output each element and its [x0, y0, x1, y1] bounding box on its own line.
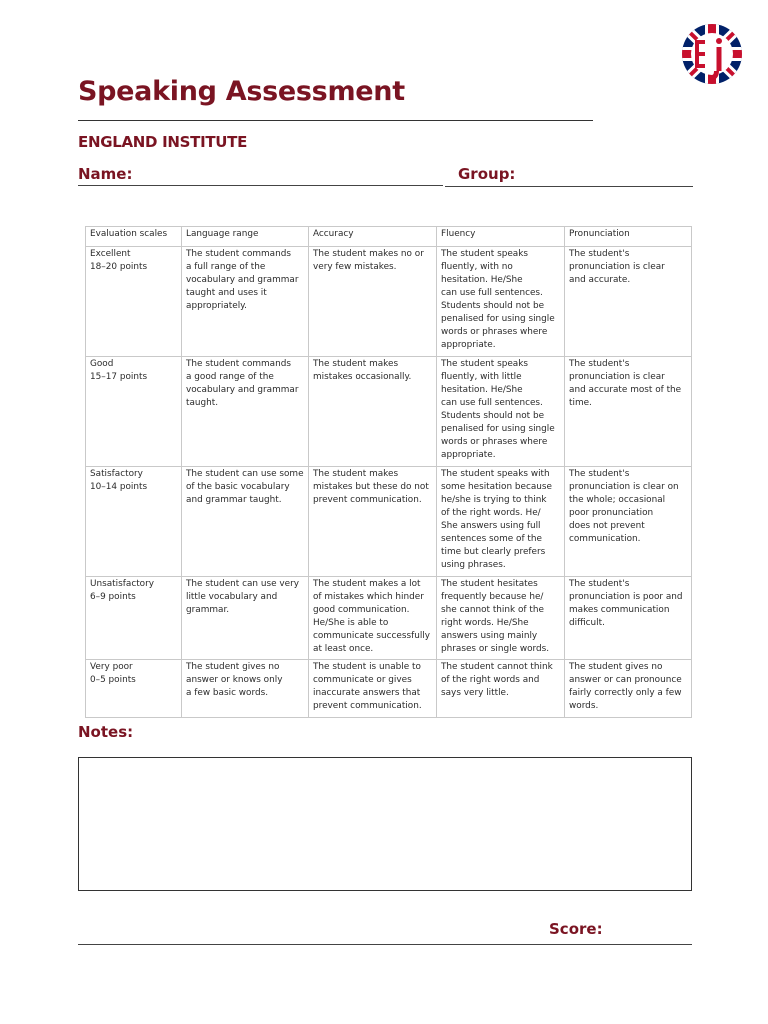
language-range-cell: The student can use some of the basic vocabulary and grammar taught.	[182, 467, 309, 577]
fluency-cell: The student cannot think of the right words and says very little.	[437, 660, 565, 718]
rubric-row-unsatisfactory	[86, 577, 692, 660]
language-range-cell: The student commands a good range of the vocabulary and grammar taught.	[182, 357, 309, 467]
fluency-cell: The student speaks with some hesitation because he/she is trying to think of the right words. He/ She answers using full sentences some of the time but clearly prefers using phrases.	[437, 467, 565, 577]
title-divider	[78, 120, 593, 121]
fluency-cell: The student hesitates frequently because he/ she cannot think of the right words. He/She answers using mainly phrases or single words.	[437, 577, 565, 660]
scale-name: Satisfactory	[90, 469, 143, 479]
england-institute-logo	[681, 14, 743, 96]
pronunciation-cell: The student's pronunciation is clear and accurate most of the time.	[565, 357, 692, 467]
language-range-cell: The student gives no answer or knows only a few basic words.	[182, 660, 309, 718]
rubric-row-very-poor	[86, 660, 692, 718]
fluency-cell: The student speaks fluently, with no hesitation. He/She can use full sentences. Students should not be penalised for using single words or phrases where appropriate.	[437, 247, 565, 357]
rubric-row-satisfactory	[86, 467, 692, 577]
group-label: Group:	[458, 165, 516, 183]
accuracy-cell: The student makes mistakes but these do not prevent communication.	[309, 467, 437, 577]
language-range-cell: The student can use very little vocabulary and grammar.	[182, 577, 309, 660]
pronunciation-cell: The student's pronunciation is clear on the whole; occasional poor pronunciation does not prevent communication.	[565, 467, 692, 577]
rubric-table	[85, 226, 692, 718]
rubric-row-excellent	[86, 247, 692, 357]
header-fluency: Fluency	[437, 227, 565, 247]
header-language-range: Language range	[182, 227, 309, 247]
scale-points: 18–20 points	[90, 262, 148, 272]
accuracy-cell: The student makes no or very few mistakes.	[309, 247, 437, 357]
scale-points: 6–9 points	[90, 592, 136, 602]
notes-box[interactable]	[78, 757, 692, 891]
scale-cell	[86, 577, 182, 660]
fluency-cell: The student speaks fluently, with little hesitation. He/She can use full sentences. Students should not be penalised for using single words or phrases where appropriate.	[437, 357, 565, 467]
scale-name: Excellent	[90, 249, 131, 259]
accuracy-cell: The student is unable to communicate or gives inaccurate answers that prevent communication.	[309, 660, 437, 718]
accuracy-cell: The student makes a lot of mistakes which hinder good communication. He/She is able to communicate successfully at least once.	[309, 577, 437, 660]
name-field-line[interactable]	[78, 185, 443, 186]
scale-points: 0–5 points	[90, 675, 136, 685]
scale-points: 10–14 points	[90, 482, 148, 492]
score-field-line[interactable]	[78, 944, 692, 945]
scale-cell	[86, 247, 182, 357]
scale-cell	[86, 467, 182, 577]
group-field-line[interactable]	[445, 186, 693, 187]
page-title: Speaking Assessment	[78, 76, 405, 107]
name-label: Name:	[78, 165, 133, 183]
rubric-header-row	[86, 227, 692, 247]
header-pronunciation: Pronunciation	[565, 227, 692, 247]
pronunciation-cell: The student's pronunciation is poor and makes communication difficult.	[565, 577, 692, 660]
header-evaluation-scales: Evaluation scales	[86, 227, 182, 247]
scale-name: Good	[90, 359, 114, 369]
language-range-cell: The student commands a full range of the vocabulary and grammar taught and uses it appropriately.	[182, 247, 309, 357]
header-accuracy: Accuracy	[309, 227, 437, 247]
pronunciation-cell: The student's pronunciation is clear and accurate.	[565, 247, 692, 357]
pronunciation-cell: The student gives no answer or can pronounce fairly correctly only a few words.	[565, 660, 692, 718]
scale-cell	[86, 357, 182, 467]
score-label: Score:	[549, 920, 603, 938]
scale-points: 15–17 points	[90, 372, 148, 382]
accuracy-cell: The student makes mistakes occasionally.	[309, 357, 437, 467]
scale-name: Unsatisfactory	[90, 579, 155, 589]
notes-label: Notes:	[78, 723, 134, 741]
institute-name: ENGLAND INSTITUTE	[78, 133, 248, 151]
scale-cell	[86, 660, 182, 718]
scale-name: Very poor	[90, 662, 133, 672]
rubric-row-good	[86, 357, 692, 467]
